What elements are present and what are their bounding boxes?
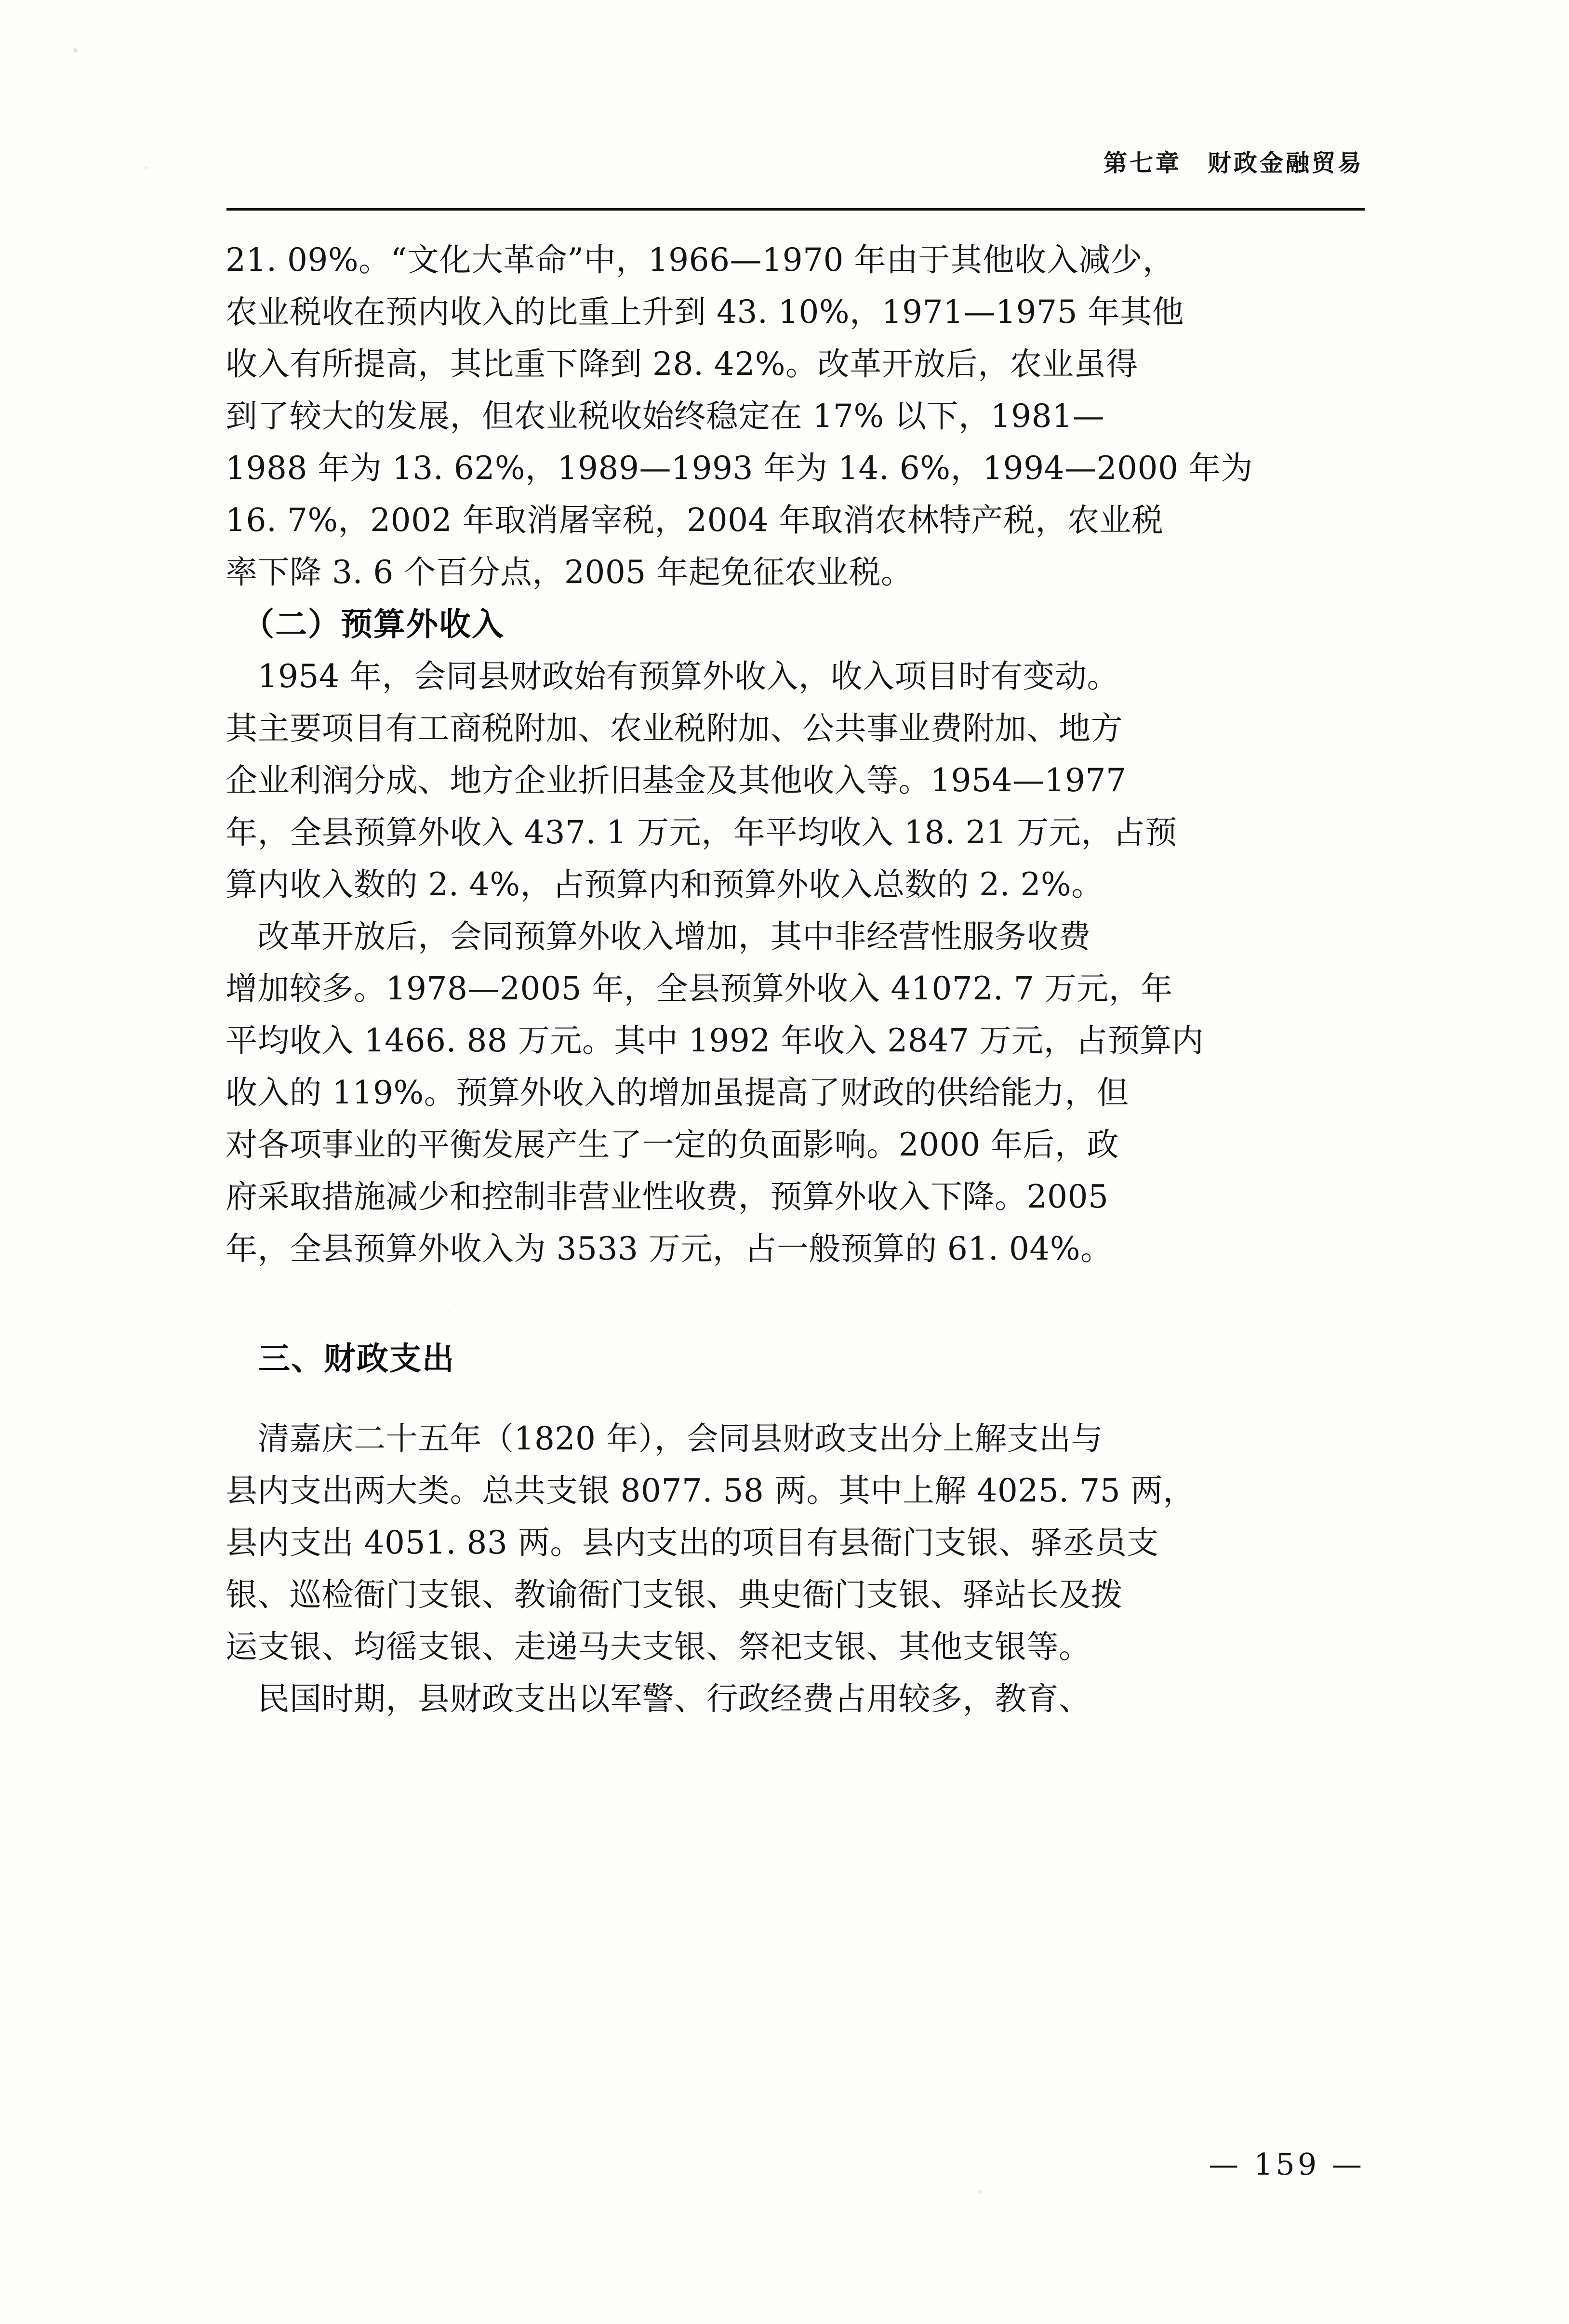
body-line: 年，全县预算外收入 437. 1 万元，年平均收入 18. 21 万元，占预	[226, 814, 1177, 851]
section-heading: （二）预算外收入	[226, 606, 505, 643]
scan-speck	[73, 48, 78, 53]
body-line: 县内支出两大类。总共支银 8077. 58 两。其中上解 4025. 75 两，	[226, 1472, 1195, 1509]
section-heading: 三、财政支出	[226, 1340, 455, 1377]
paragraph-spacer	[226, 1385, 1366, 1413]
paragraph-spacer	[226, 1275, 1366, 1333]
body-line: 银、巡检衙门支银、教谕衙门支银、典史衙门支银、驿站长及拨	[226, 1576, 1123, 1613]
body-line: 年，全县预算外收入为 3533 万元，占一般预算的 61. 04%。	[226, 1230, 1113, 1267]
body-line: 到了较大的发展，但农业税收始终稳定在 17% 以下，1981—	[226, 398, 1105, 435]
body-line: 府采取措施减少和控制非营业性收费，预算外收入下降。2005	[226, 1178, 1109, 1215]
scan-speck	[145, 166, 147, 169]
header-divider-rule	[226, 208, 1365, 211]
body-line: 对各项事业的平衡发展产生了一定的负面影响。2000 年后，政	[226, 1126, 1119, 1163]
scan-speck	[978, 2190, 982, 2194]
body-line: 改革开放后，会同预算外收入增加，其中非经营性服务收费	[226, 918, 1091, 955]
body-line: 民国时期，县财政支出以军警、行政经费占用较多，教育、	[226, 1680, 1091, 1717]
body-line: 算内收入数的 2. 4%，占预算内和预算外收入总数的 2. 2%。	[226, 866, 1104, 903]
body-line: 1988 年为 13. 62%，1989—1993 年为 14. 6%，1994—2000 年为	[226, 450, 1253, 487]
body-line: 平均收入 1466. 88 万元。其中 1992 年收入 2847 万元，占预算内	[226, 1022, 1204, 1059]
body-line: 16. 7%，2002 年取消屠宰税，2004 年取消农林特产税，农业税	[226, 502, 1164, 539]
body-line: 收入的 119%。预算外收入的增加虽提高了财政的供给能力，但	[226, 1074, 1129, 1111]
body-line: 农业税收在预内收入的比重上升到 43. 10%，1971—1975 年其他	[226, 293, 1184, 331]
body-line: 21. 09%。“文化大革命”中，1966—1970 年由于其他收入减少，	[226, 241, 1175, 279]
running-head-chapter-title: 第七章 财政金融贸易	[1103, 149, 1364, 177]
page-number-folio: — 159 —	[1209, 2147, 1365, 2182]
body-line: 率下降 3. 6 个百分点，2005 年起免征农业税。	[226, 554, 913, 591]
body-line: 其主要项目有工商税附加、农业税附加、公共事业费附加、地方	[226, 710, 1123, 747]
body-line: 运支银、均徭支银、走递马夫支银、祭祀支银、其他支银等。	[226, 1628, 1091, 1665]
body-text-block	[226, 234, 1366, 1725]
body-line: 1954 年，会同县财政始有预算外收入，收入项目时有变动。	[226, 658, 1119, 695]
body-line: 收入有所提高，其比重下降到 28. 42%。改革开放后，农业虽得	[226, 345, 1138, 383]
body-line: 增加较多。1978—2005 年，全县预算外收入 41072. 7 万元，年	[226, 970, 1173, 1007]
body-line: 县内支出 4051. 83 两。县内支出的项目有县衙门支银、驿丞员支	[226, 1524, 1159, 1561]
body-line: 企业利润分成、地方企业折旧基金及其他收入等。1954—1977	[226, 762, 1127, 799]
body-line: 清嘉庆二十五年（1820 年），会同县财政支出分上解支出与	[226, 1420, 1103, 1457]
